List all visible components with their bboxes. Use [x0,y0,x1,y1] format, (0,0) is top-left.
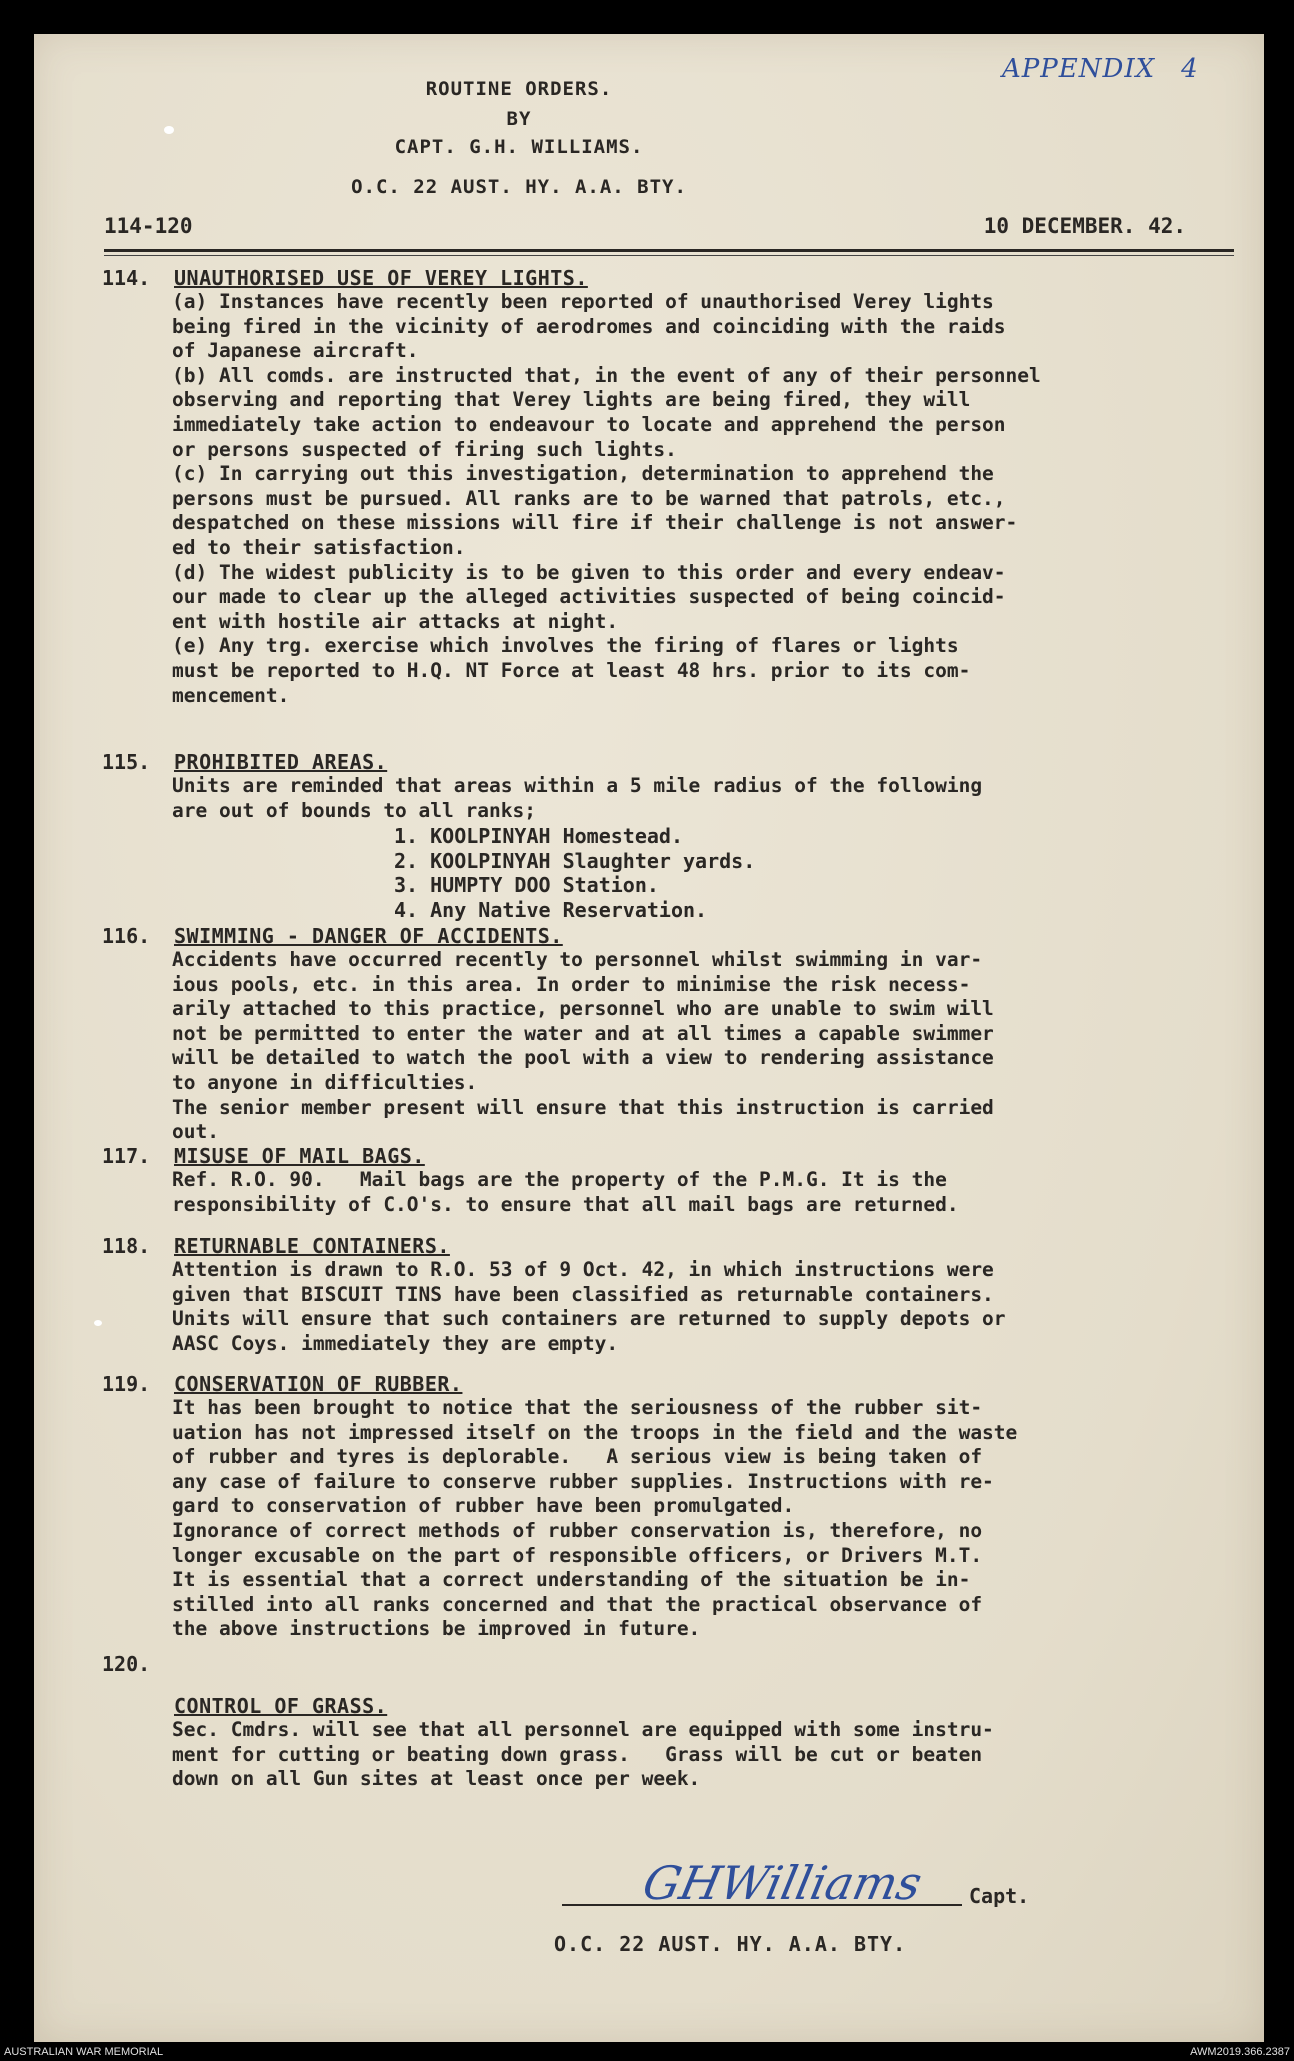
handwritten-signature: GHWilliams [638,1856,927,1910]
prohibited-areas-list: 1. KOOLPINYAH Homestead. 2. KOOLPINYAH Slaughter yards. 3. HUMPTY DOO Station. 4. Any Native Reservation. [394,824,756,922]
footer-credit: AUSTRALIAN WAR MEMORIAL [4,2046,164,2058]
paragraph-heading: MISUSE OF MAIL BAGS. [174,1144,425,1168]
order-range: 114-120 [104,214,193,238]
paragraph-heading: UNAUTHORISED USE OF VEREY LIGHTS. [174,266,588,290]
paragraph-number: 120. [102,1652,151,1676]
header-unit: O.C. 22 AUST. HY. A.A. BTY. [351,176,687,198]
paragraph-heading: CONTROL OF GRASS. [174,1694,388,1718]
paragraph-body: Units are reminded that areas within a 5 mile radius of the following are out of bounds to all ranks; [172,774,983,822]
paragraph-number: 114. [102,266,151,290]
header-rule [104,249,1234,252]
paragraph-number: 117. [102,1144,151,1168]
footer-reference: AWM2019.366.2387 [1190,2046,1290,2058]
document-title: ROUTINE ORDERS. [425,78,613,100]
paragraph-number: 118. [102,1234,151,1258]
order-date: 10 DECEMBER. 42. [983,214,1186,238]
paragraph-body: (a) Instances have recently been reported of unauthorised Verey lights being fired in the vicinity of aerodromes and coinciding with the raids of Japanese aircraft. (b) All comds. are instructed that, in the event of any of their personnel observing and reporting that Verey lights are being fired, they will immediately take action to endeavour to locate and apprehend the person or persons suspected of firing such lights. (c) In carrying out this investigation, determination to apprehend the persons must be pursued. All ranks are to be warned that patrols, etc., despatched on these missions will fire if their challenge is not answer- ed to their satisfaction. (d) The widest publicity is to be given to this order and every endeav- our made to clear up the alleged activities suspected of being coincid- ent with hostile air attacks at night. (e) Any trg. exercise which involves the firing of flares or lights must be reported to H.Q. NT Force at least 48 hrs. prior to its com- mencement. [172,290,1041,707]
signature-title: O.C. 22 AUST. HY. A.A. BTY. [554,1932,907,1956]
annotation-text: APPENDIX [1002,54,1156,84]
header-officer: CAPT. G.H. WILLIAMS. [394,136,644,158]
paper-speck [94,1320,102,1326]
paragraph-body: Attention is drawn to R.O. 53 of 9 Oct. 42, in which instructions were given that BISCUIT TINS have been classified as returnable containers. Units will ensure that such containers are returned to supply depots or AASC Coys. immediately they are empty. [172,1258,1006,1355]
reference-line [104,214,1186,238]
paragraph-number: 119. [102,1372,151,1396]
paragraph-heading: RETURNABLE CONTAINERS. [174,1234,450,1258]
paper-speck [164,126,174,134]
annotation-number: 4 [1181,54,1199,84]
paragraph-number: 115. [102,750,151,774]
signature-line [562,1904,962,1906]
paragraph-body: Ref. R.O. 90. Mail bags are the property of the P.M.G. It is the responsibility of C.O's. to ensure that all mail bags are returned. [172,1168,959,1216]
header-rule-thin [104,255,1234,256]
paragraph-heading: SWIMMING - DANGER OF ACCIDENTS. [174,924,563,948]
paragraph-heading: PROHIBITED AREAS. [174,750,388,774]
paragraph-body: Sec. Cmdrs. will see that all personnel are equipped with some instru- ment for cutting or beating down grass. Grass will be cut or beaten down on all Gun sites at least once per week. [172,1718,994,1791]
paragraph-number: 116. [102,924,151,948]
paragraph-heading: CONSERVATION OF RUBBER. [174,1372,463,1396]
signature-rank: Capt. [969,1884,1030,1908]
paragraph-body: It has been brought to notice that the seriousness of the rubber sit- uation has not impressed itself on the troops in the field and the waste of rubber and tyres is deplorable. A serious view is being taken of any case of failure to conserve rubber supplies. Instructions with re- gard to conservation of rubber have been promulgated. Ignorance of correct methods of rubber conservation is, therefore, no longer excusable on the part of responsible officers, or Drivers M.T. It is essential that a correct understanding of the situation be in- stilled into all ranks concerned and that the practical observance of the above instructions be improved in future. [172,1396,1018,1641]
document-page [34,34,1264,2042]
header-by: BY [506,108,532,130]
paragraph-body: Accidents have occurred recently to personnel whilst swimming in var- ious pools, etc. in this area. In order to minimise the risk necess- arily attached to this practice, personnel who are unable to swim will not be permitted to enter the water and at all times a capable swimmer will be detailed to watch the pool with a view to rendering assistance to anyone in difficulties. The senior member present will ensure that this instruction is carried out. [172,948,994,1144]
